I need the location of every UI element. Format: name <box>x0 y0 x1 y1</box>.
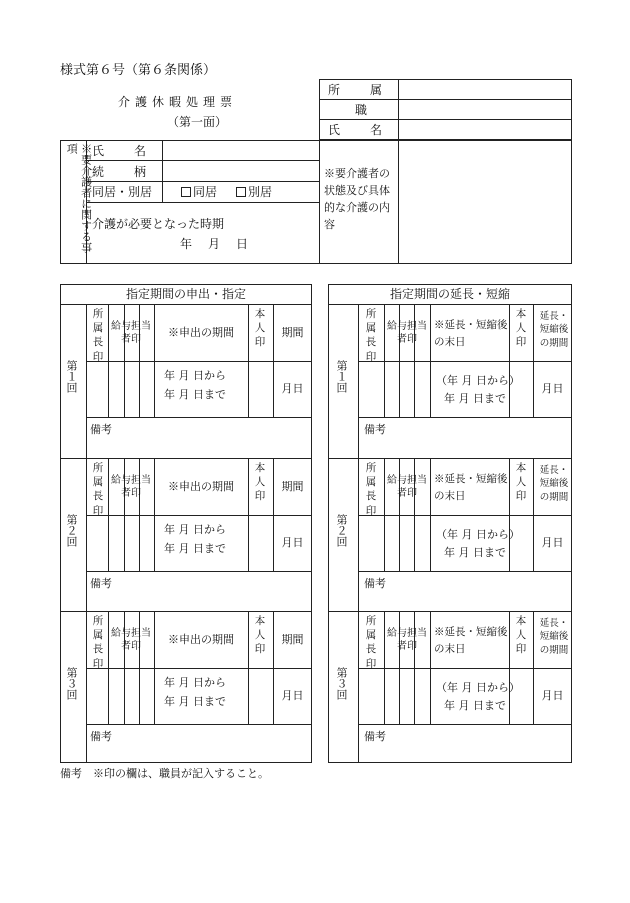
footer-note: 備考 ※印の欄は、職員が記入すること。 <box>60 767 269 780</box>
round-label: 第１回 <box>65 360 78 393</box>
care-needed-label: 介護が必要となった時期 <box>92 217 225 231</box>
round-label: 第３回 <box>65 667 78 700</box>
affiliation-field[interactable] <box>399 80 571 99</box>
period-to: 年 月 日まで <box>164 542 226 555</box>
checkbox-icon <box>181 187 191 197</box>
care-side-label: ※要介護者に関する事項 <box>65 143 93 253</box>
period-from: 年 月 日から <box>164 369 226 382</box>
period-to: 年 月 日まで <box>164 695 226 708</box>
extension-to: 年 月 日まで <box>444 392 506 405</box>
round-label: 第３回 <box>335 667 348 700</box>
head-seal-field[interactable] <box>87 516 107 570</box>
head-seal-header: 所属長印 <box>365 308 377 363</box>
self-seal-header: 本人印 <box>515 462 527 503</box>
self-seal-field[interactable] <box>249 669 272 723</box>
divider <box>358 724 572 725</box>
round-label: 第２回 <box>335 514 348 547</box>
self-seal-field[interactable] <box>249 516 272 570</box>
extension-from: （年 月 日から） <box>436 528 520 541</box>
period-to: 年 月 日まで <box>164 388 226 401</box>
extended-term-header: 延長・短縮後の期間 <box>539 465 569 503</box>
care-relation-field[interactable] <box>163 161 318 180</box>
head-seal-header: 所属長印 <box>92 308 104 363</box>
term-value: 月日 <box>281 382 304 396</box>
self-seal-field[interactable] <box>510 516 532 570</box>
end-date-header: ※延長・短縮後の末日 <box>434 473 508 502</box>
care-condition-field[interactable] <box>399 141 571 263</box>
payroll-seal-header: 給与担当者印 <box>111 321 151 345</box>
extension-from: （年 月 日から） <box>436 681 520 694</box>
self-seal-header: 本人印 <box>254 615 266 656</box>
self-seal-field[interactable] <box>510 669 532 723</box>
round-label: 第１回 <box>335 360 348 393</box>
position-field[interactable] <box>399 100 571 119</box>
care-living-label: 同居・別居 <box>92 185 153 199</box>
extension-from: （年 月 日から） <box>436 374 520 387</box>
term-header: 期間 <box>281 479 304 493</box>
head-seal-field[interactable] <box>359 362 383 416</box>
form-id: 様式第６号（第６条関係） <box>60 63 217 78</box>
name-field[interactable] <box>399 120 571 139</box>
extension-header: 指定期間の延長・短縮 <box>389 287 510 301</box>
care-name-field[interactable] <box>163 141 318 160</box>
head-seal-header: 所属長印 <box>365 615 377 670</box>
self-seal-header: 本人印 <box>515 308 527 349</box>
extension-to: 年 月 日まで <box>444 546 506 559</box>
divider <box>430 304 431 417</box>
divider <box>358 571 572 572</box>
extended-term-header: 延長・短縮後の期間 <box>539 311 569 349</box>
form-title: 介護休暇処理票 <box>118 95 238 109</box>
self-seal-field[interactable] <box>249 362 272 416</box>
request-period-header: ※申出の期間 <box>168 632 234 646</box>
extended-term-header: 延長・短縮後の期間 <box>539 618 569 656</box>
head-seal-field[interactable] <box>87 362 107 416</box>
self-seal-header: 本人印 <box>254 462 266 503</box>
divider <box>358 417 572 418</box>
end-date-header: ※延長・短縮後の末日 <box>434 626 508 655</box>
self-seal-header: 本人印 <box>515 615 527 656</box>
term-header: 期間 <box>281 632 304 646</box>
head-seal-field[interactable] <box>359 516 383 570</box>
note-label: 備考 <box>364 423 386 436</box>
request-period-header: ※申出の期間 <box>168 325 234 339</box>
term-value: 月日 <box>281 536 304 550</box>
affiliation-label: 所 属 <box>328 83 385 97</box>
term-header: 期間 <box>281 325 304 339</box>
note-label: 備考 <box>90 423 112 436</box>
payroll-seal-header: 給与担当者印 <box>387 321 427 345</box>
name-label: 氏 名 <box>328 123 385 137</box>
period-from: 年 月 日から <box>164 676 226 689</box>
request-period-header: ※申出の期間 <box>168 479 234 493</box>
payroll-seal-header: 給与担当者印 <box>387 628 427 652</box>
living-option-together[interactable]: 同居 <box>181 186 217 198</box>
divider <box>86 571 312 572</box>
note-label: 備考 <box>364 730 386 743</box>
care-relation-label: 続 柄 <box>92 165 149 179</box>
end-date-header: ※延長・短縮後の末日 <box>434 319 508 348</box>
self-seal-field[interactable] <box>510 362 532 416</box>
extension-to: 年 月 日まで <box>444 699 506 712</box>
divider <box>86 417 312 418</box>
divider <box>430 611 431 724</box>
extended-term-value: 月日 <box>541 689 564 703</box>
head-seal-header: 所属長印 <box>365 462 377 517</box>
divider <box>430 458 431 571</box>
round-label: 第２回 <box>65 514 78 547</box>
payroll-seal-header: 給与担当者印 <box>387 475 427 499</box>
self-seal-header: 本人印 <box>254 308 266 349</box>
care-needed-date: 年 月 日 <box>180 237 251 251</box>
divider <box>86 724 312 725</box>
checkbox-icon <box>236 187 246 197</box>
payroll-seal-header: 給与担当者印 <box>111 628 151 652</box>
note-label: 備考 <box>90 730 112 743</box>
care-name-label: 氏 名 <box>92 144 149 158</box>
payroll-seal-header: 給与担当者印 <box>111 475 151 499</box>
head-seal-field[interactable] <box>87 669 107 723</box>
note-label: 備考 <box>90 577 112 590</box>
head-seal-header: 所属長印 <box>92 615 104 670</box>
position-label: 職 <box>355 103 368 117</box>
period-from: 年 月 日から <box>164 523 226 536</box>
head-seal-field[interactable] <box>359 669 383 723</box>
head-seal-header: 所属長印 <box>92 462 104 517</box>
designation-header: 指定期間の申出・指定 <box>125 287 246 301</box>
term-value: 月日 <box>281 689 304 703</box>
extended-term-value: 月日 <box>541 536 564 550</box>
note-label: 備考 <box>364 577 386 590</box>
form-subtitle: （第一面） <box>167 115 228 129</box>
extended-term-value: 月日 <box>541 382 564 396</box>
care-condition-label: ※要介護者の状態及び具体的な介護の内容 <box>324 167 390 232</box>
living-option-separate[interactable]: 別居 <box>236 186 272 198</box>
